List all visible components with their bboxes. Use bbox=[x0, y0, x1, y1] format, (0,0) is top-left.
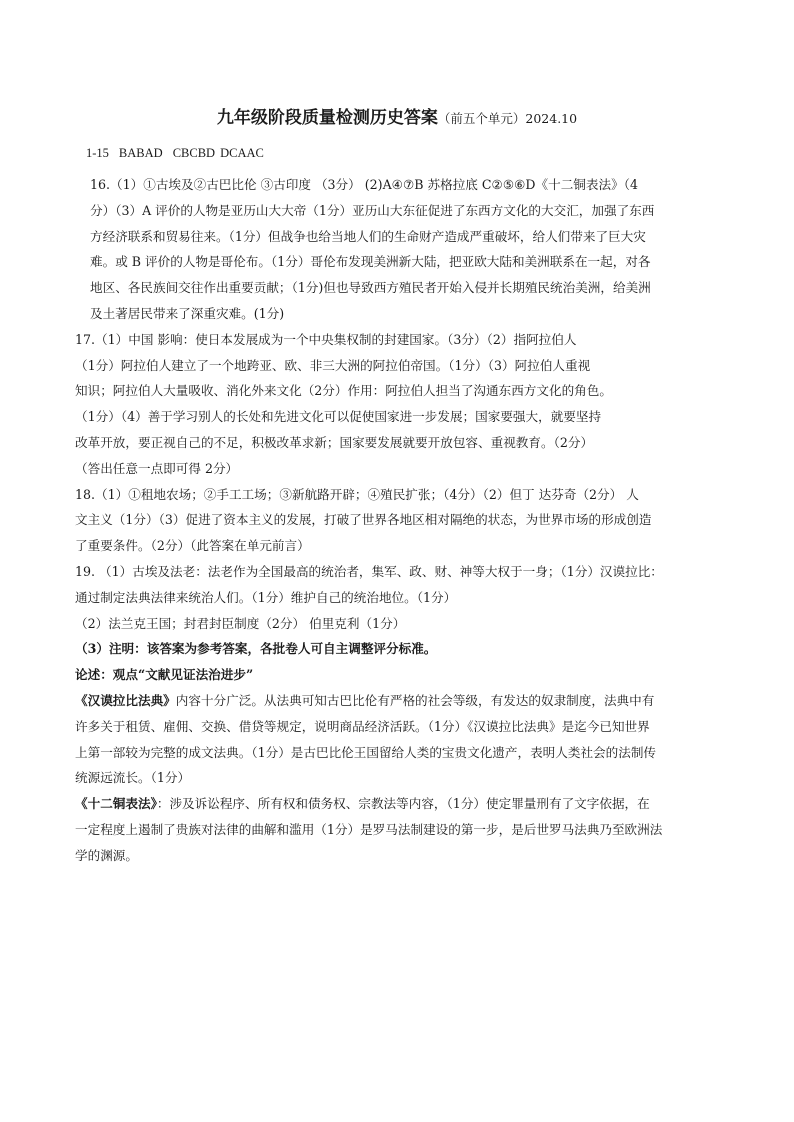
answer-line: 文主义（1分）（3）促进了资本主义的发展，打破了世界各地区相对隔绝的状态，为世界市场的形成创造 bbox=[75, 512, 652, 528]
answer-line: 地区、各民族间交往作出重要贡献；（1分)但也导致西方殖民者开始入侵并长期殖民统治美洲，给美洲 bbox=[90, 280, 651, 296]
answer-line-heading: 《汉谟拉比法典》 bbox=[75, 693, 176, 708]
answer-line: （1分）（4）善于学习别人的长处和先进文化可以促使国家进一步发展；国家要强大，就要坚持 bbox=[75, 409, 602, 425]
page-title bbox=[0, 106, 794, 131]
choice-group-3: DCAAC bbox=[220, 146, 264, 160]
answer-line: 分）（3）A 评价的人物是亚历山大大帝（1分）亚历山大东征促进了东西方文化的大交汇，加强了东西 bbox=[90, 202, 655, 218]
choice-group-1: BABAD bbox=[118, 146, 163, 160]
title-main: 九年级阶段质量检测历史答案 bbox=[216, 108, 438, 128]
answer-line-text: 内容十分广泛。从法典可知古巴比伦有严格的社会等级，有发达的奴隶制度，法典中有 bbox=[175, 693, 655, 708]
answer-line: 17.（1）中国 影响：使日本发展成为一个中央集权制的封建国家。（3分）（2）指阿拉伯人 bbox=[75, 331, 577, 347]
answer-line: 统源远流长。（1分） bbox=[75, 770, 191, 786]
title-subtitle: （前五个单元）2024.10 bbox=[437, 111, 578, 126]
answer-line: （答出任意一点即可得 2分） bbox=[75, 460, 239, 476]
answer-line: 18.（1）①租地农场；②手工工场；③新航路开辟；④殖民扩张；（4分）（2）但丁 达芬奇（2分） 人 bbox=[75, 486, 639, 502]
answer-line: （3）注明：该答案为参考答案，各批卷人可自主调整评分标准。 bbox=[75, 641, 437, 657]
answer-line: 知识；阿拉伯人大量吸收、消化外来文化（2分）作用：阿拉伯人担当了沟通东西方文化的角色。 bbox=[75, 383, 612, 399]
answer-line: 19. （1）古埃及法老：法老作为全国最高的统治者，集军、政、财、神等大权于一身；（1分）汉谟拉比： bbox=[75, 564, 663, 579]
answer-line: 改革开放，要正视自己的不足，积极改革求新；国家要发展就要开放包容、重视教育。（2分） bbox=[75, 435, 594, 450]
choice-range: 1-15 bbox=[86, 146, 109, 160]
answer-line: 一定程度上遏制了贵族对法律的曲解和滥用（1分）是罗马法制建设的第一步，是后世罗马法典乃至欧洲法 bbox=[75, 822, 663, 837]
answer-line: 方经济联系和贸易往来。（1分）但战争也给当地人们的生命财产造成严重破坏，给人们带来了巨大灾 bbox=[90, 228, 646, 244]
answer-line: 难。或 B 评价的人物是哥伦布。（1分）哥伦布发现美洲新大陆，把亚欧大陆和美洲联系在一起，对各 bbox=[90, 254, 651, 270]
answer-line bbox=[75, 688, 718, 714]
choice-answers bbox=[86, 143, 264, 163]
answer-line: （1分）阿拉伯人建立了一个地跨亚、欧、非三大洲的阿拉伯帝国。（1分）（3）阿拉伯人重视 bbox=[75, 357, 591, 373]
choice-group-2: CBCBD bbox=[172, 146, 216, 160]
answer-line: （2）法兰克王国；封君封臣制度（2分） 伯里克利（1分） bbox=[75, 615, 406, 631]
answer-line bbox=[75, 791, 718, 817]
answer-line: 了重要条件。（2分）（此答案在单元前言） bbox=[75, 538, 310, 554]
answer-line: 上第一部较为完整的成文法典。（1分）是古巴比伦王国留给人类的宝贵文化遗产，表明人类社会的法制传 bbox=[75, 744, 657, 760]
answer-line: 16.（1）①古埃及②古巴比伦 ③古印度 （3分） (2)A④⑦B 苏格拉底 C②⑤⑥D《十二铜表法》（4 bbox=[90, 177, 638, 192]
answer-line-heading: 《十二铜表法》 bbox=[75, 796, 157, 812]
answer-line: 学的渊源。 bbox=[75, 847, 138, 863]
answer-line-text: ：涉及诉讼程序、所有权和债务权、宗教法等内容，（1分）使定罪量刑有了文字依据，在 bbox=[156, 796, 650, 812]
answer-line: 及土著居民带来了深重灾难。(1分) bbox=[90, 306, 285, 321]
answer-line: 通过制定法典法律来统治人们。（1分）维护自己的统治地位。（1分） bbox=[75, 589, 457, 605]
answer-line: 许多关于租赁、雇佣、交换、借贷等规定，说明商品经济活跃。（1分）《汉谟拉比法典》是迄今已知世界 bbox=[75, 718, 650, 734]
answer-line: 论述：观点“文献见证法治进步” bbox=[75, 667, 254, 683]
